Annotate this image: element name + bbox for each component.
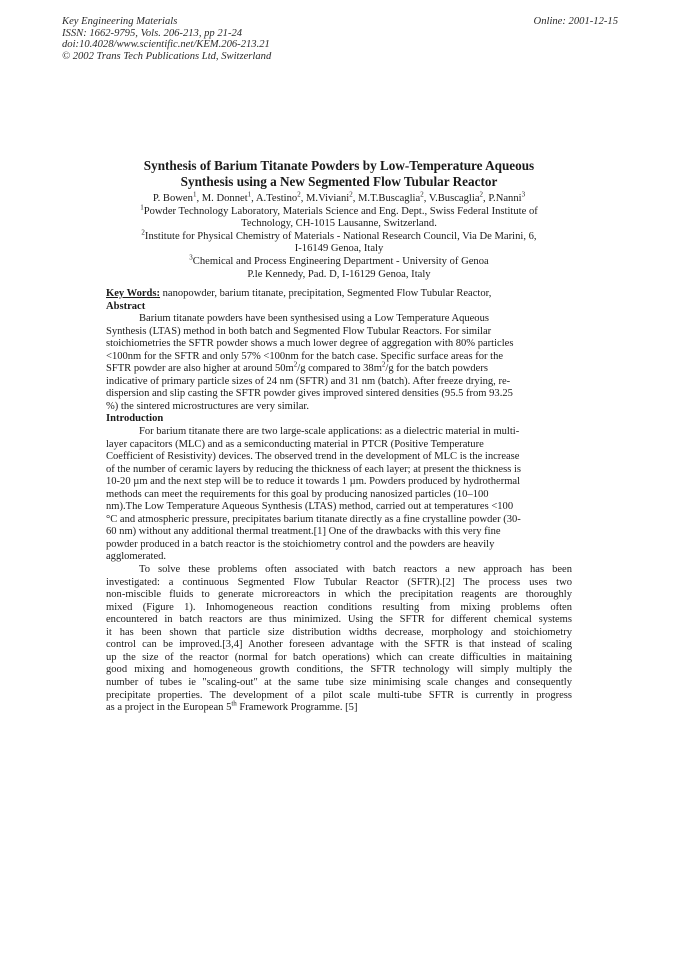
issn-line: ISSN: 1662-9795, Vols. 206-213, pp 21-24 — [62, 27, 243, 39]
journal-name: Key Engineering Materials — [62, 16, 178, 27]
doi-line: doi:10.4028/www.scientific.net/KEM.206-213.21 — [62, 39, 270, 51]
text-line: To solve these problems often associated with batch reactors a new approach has been — [139, 564, 572, 576]
text-line: mixed (Figure 1). Inhomogeneous reaction conditions resulting from mixing problems often — [106, 601, 572, 613]
text-line: °C and atmospheric pressure, precipitates barium titanate directly as a fine crystalline powder (30- — [106, 513, 521, 525]
affiliation-3-cont: P.le Kennedy, Pad. D, I-16129 Genoa, Italy — [247, 268, 431, 280]
text-line: up the size of the reactor (normal for batch operations) which can create difficulties in maitaining — [106, 651, 572, 663]
text-line: of the number of ceramic layers by reducing the thickness of each layer; at present the thickness is — [106, 463, 521, 475]
affiliation-2-cont: I-16149 Genoa, Italy — [294, 243, 384, 255]
title-line-1: Synthesis of Barium Titanate Powders by Low-Temperature Aqueous — [143, 158, 535, 173]
text-line: 60 nm) without any additional thermal treatment.[1] One of the drawbacks with this very fine — [106, 526, 501, 538]
text-line: it has been shown that particle size distribution widths decrease, morphology and stoichiometry — [106, 626, 572, 638]
text-line: control can be improved.[3,4] Another foreseen advantage with the SFTR is that instead of scaling — [106, 639, 572, 651]
text-line: encountered in batch reactors are thus minimized. Using the SFTR for different chemical systems — [106, 614, 572, 626]
text-line: nm).The Low Temperature Aqueous Synthesis (LTAS) method, carried out at temperatures <100 — [106, 501, 514, 513]
text-line: For barium titanate there are two large-scale applications: as a dielectric material in multi- — [139, 426, 520, 438]
abstract-paragraph: Barium titanate powders have been synthesised using a Low Temperature Aqueous Synthesis (LTAS) method in both batch and Segmented Flow Tubular Reactors. For similar stoichiometries the SFTR powder shows a much lower degree of aggregation with 80% particles <100nm for the SFTR and only 57% <100nm for the batch case. Specific surface areas for the SFTR powder are also higher at around $50m^2/g$ compared to $38m^2/g$ for the batch powders indicative of primary particle sizes of 24 nm (SFTR) and 31 nm (batch). After freeze drying, re- dispersion and slip casting the SFTR powder gives improved sintered densities (95.5 from 93.25 %) the sintered microstructures are very similar. — [106, 313, 514, 412]
paper-title — [100, 158, 578, 190]
text-line: 10-20 µm and the next step will be to reduce it towards 1 µm. Powders produced by hydrothermal — [106, 476, 521, 488]
affiliation-1-cont: Technology, CH-1015 Lausanne, Switzerland. — [241, 218, 437, 230]
text-line: precipitate properties. The development of a pilot scale multi-tube SFTR is currently in progress — [106, 689, 572, 701]
author-list: P. Bowen$^1$, M. Donnet$^1$, A.Testino$^2$, M.Viviani$^2$, M.T.Buscaglia$^2$, V.Buscaglia$^2$, P.Nanni$^3$ — [152, 190, 526, 204]
journal-header — [62, 16, 618, 62]
text-line: agglomerated. — [106, 551, 167, 563]
text-line: layer capacitors (MLC) and as a semiconducting material in PTCR (Positive Temperature — [106, 438, 484, 450]
abstract-heading: Abstract — [106, 300, 146, 312]
keywords-label: Key Words: — [106, 288, 161, 299]
keywords-text: nanopowder, barium titanate, precipitation, Segmented Flow Tubular Reactor, — [162, 288, 492, 299]
keywords-line — [106, 288, 572, 301]
text-line: powder produced in a batch reactor is the stoichiometry control and the powders are heavily — [106, 538, 495, 550]
copyright-line: © 2002 Trans Tech Publications Ltd, Switzerland — [62, 50, 272, 62]
text-line: number of tubes ie "scaling-out" at the same tube size minimising scale changes and consequently — [106, 676, 572, 688]
paper-body — [106, 288, 572, 715]
text-line: good mixing and homogeneous growth conditions, the SFTR technology will simply multiply the — [106, 664, 572, 676]
online-date: Online: 2001-12-15 — [533, 16, 618, 27]
affiliation-1: $^1$Powder Technology Laboratory, Materials Science and Eng. Dept., Swiss Federal Institute of — [140, 203, 538, 217]
text-line: investigated: a continuous Segmented Flow Tubular Reactor (SFTR).[2] The process uses two — [106, 576, 572, 588]
text-line: methods can meet the requirements for this goal by producing nanosized particles (10–100 — [106, 488, 489, 500]
text-line: Coefficient of Resistivity) devices. The observed trend in the development of MLC is the increase — [106, 451, 520, 463]
introduction-paragraph-1 — [106, 426, 572, 564]
title-line-2: Synthesis using a New Segmented Flow Tubular Reactor — [180, 174, 498, 189]
introduction-paragraph-2-end: as a project in the European 5th Framework Programme. [5] — [106, 699, 358, 714]
text-line: non-miscible fluids to generate microreactors in which the precipitation reagents are thoroughly — [106, 589, 572, 601]
affiliation-2: $^2$Institute for Physical Chemistry of Materials - National Research Council, Via De Marini, 6, — [141, 228, 537, 242]
affiliation-3: $^3$Chemical and Process Engineering Department - University of Genoa — [189, 253, 489, 267]
introduction-heading: Introduction — [106, 413, 164, 425]
introduction-paragraph-2 — [106, 564, 572, 702]
authors-affiliations — [104, 190, 574, 281]
